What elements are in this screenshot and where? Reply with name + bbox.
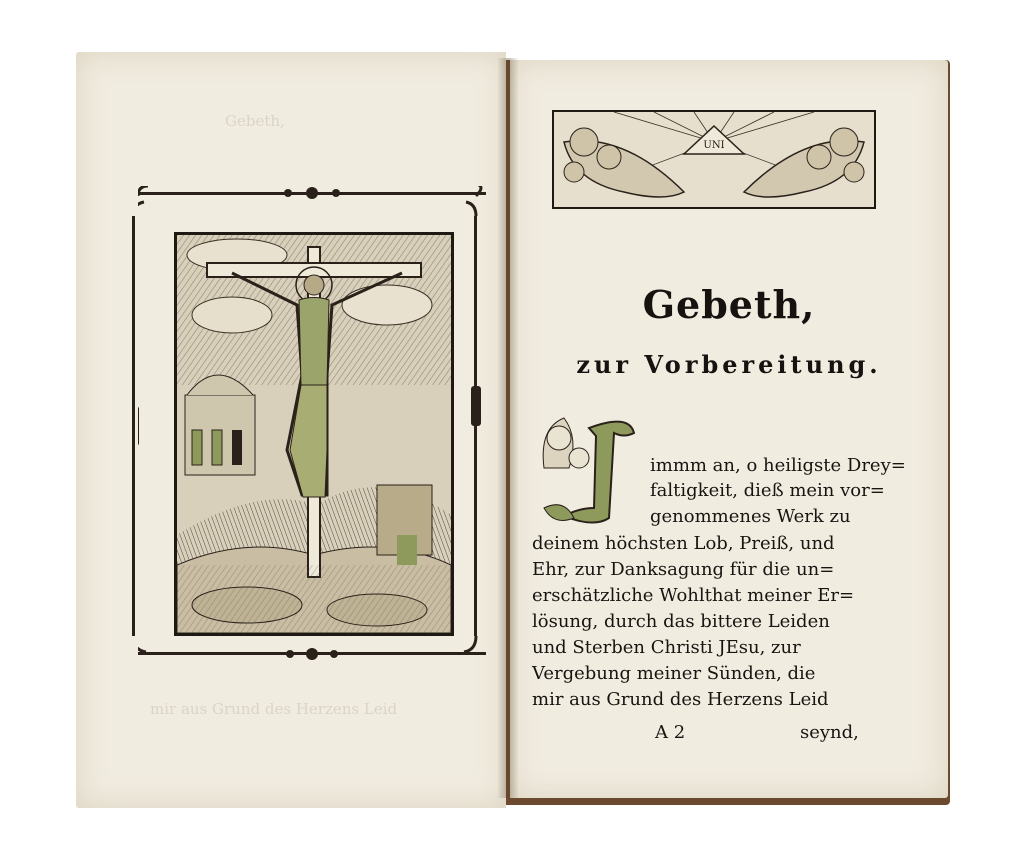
book-gutter — [498, 58, 518, 798]
text-line-3: genommenes Werk zu — [650, 506, 851, 527]
text-line-8: und Sterben Christi JEsu, zur — [532, 637, 801, 658]
crucifixion-illustration — [177, 235, 451, 633]
text-line-4: deinem höchsten Lob, Preiß, und — [532, 533, 835, 554]
text-line-5: Ehr, zur Danksagung für die un= — [532, 559, 835, 580]
text-line-1: immm an, o heiligste Drey= — [650, 455, 906, 476]
headpiece-ornament — [552, 110, 876, 209]
show-through-text: mir aus Grund des Herzens Leid — [150, 700, 398, 718]
catchword: seynd, — [800, 722, 859, 743]
show-through-text: Gebeth, — [225, 112, 285, 130]
text-line-6: erschätzliche Wohlthat meiner Er= — [532, 585, 855, 606]
text-line-9: Vergebung meiner Sünden, die — [532, 663, 816, 684]
decorated-initial — [534, 408, 646, 532]
floral-initial-ornament — [534, 408, 646, 532]
text-line-7: lösung, durch das bittere Leiden — [532, 611, 830, 632]
headpiece-text: UNI — [703, 140, 725, 151]
signature-mark: A 2 — [655, 722, 686, 743]
crucifixion-woodcut — [174, 232, 454, 636]
prayer-subtitle: zur Vorbereitung. — [576, 350, 882, 379]
prayer-title: Gebeth, — [642, 282, 816, 327]
text-line-10: mir aus Grund des Herzens Leid — [532, 689, 829, 710]
cornucopia-ornament — [554, 112, 874, 207]
text-line-2: faltigkeit, dieß mein vor= — [650, 480, 885, 501]
